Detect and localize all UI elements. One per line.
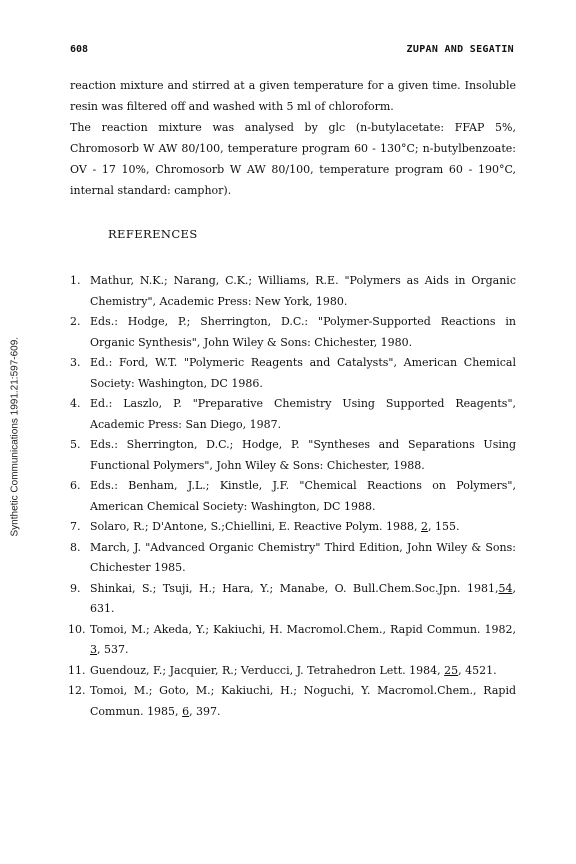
reference-volume: 25 (444, 663, 459, 677)
reference-number: 6. (70, 479, 81, 492)
reference-item-7 (70, 517, 516, 538)
reference-text: Eds.: Sherrington, D.C.; Hodge, P. "Syntheses and Separations Using Functional Polymers", John Wiley & Sons: Chichester, 1988. (90, 438, 516, 472)
reference-text: Ed.: Laszlo, P. "Preparative Chemistry Using Supported Reagents", Academic Press: San Diego, 1987. (90, 397, 516, 431)
reference-pages: , 397. (189, 704, 221, 718)
reference-pages: , 537. (97, 643, 129, 656)
reference-item-3 (70, 353, 516, 394)
reference-volume: 54 (498, 581, 513, 595)
reference-volume: 3 (90, 643, 97, 656)
reference-text (90, 520, 460, 533)
references-heading: REFERENCES (108, 227, 198, 241)
reference-item-11 (70, 661, 516, 682)
reference-number: 11. (68, 663, 86, 677)
side-citation-note: Synthetic Communications 1991.21:597-609. (9, 336, 21, 537)
references-list (70, 271, 516, 722)
reference-item-8 (70, 538, 516, 579)
reference-item-12 (70, 681, 516, 722)
reference-pages: , 155. (428, 520, 460, 533)
reference-text: Eds.: Hodge, P.; Sherrington, D.C.: "Polymer-Supported Reactions in Organic Synthesis", John Wiley & Sons: Chichester, 1980. (90, 315, 516, 349)
reference-text (90, 664, 497, 677)
reference-text (90, 623, 516, 657)
body-text (70, 75, 516, 201)
reference-text-main: Tomoi, M.; Goto, M.; Kakiuchi, H.; Noguchi, Y. Macromol.Chem., Rapid Commun. 1985, (90, 684, 516, 718)
reference-item-2 (70, 312, 516, 353)
page-number: 608 (70, 44, 89, 55)
reference-item-4 (70, 394, 516, 435)
reference-number: 10. (68, 622, 86, 636)
reference-text-main: Shinkai, S.; Tsuji, H.; Hara, Y.; Manabe, O. Bull.Chem.Soc.Jpn. 1981, (90, 581, 499, 595)
reference-text-main: Guendouz, F.; Jacquier, R.; Verducci, J. Tetrahedron Lett. 1984, (90, 663, 445, 677)
reference-number: 9. (70, 581, 81, 595)
reference-number: 3. (70, 356, 81, 369)
reference-text (90, 684, 516, 718)
reference-volume: 2 (421, 520, 429, 533)
reference-volume: 6 (182, 704, 190, 718)
reference-number: 7. (70, 520, 81, 533)
reference-text-main: Solaro, R.; D'Antone, S.;Chiellini, E. Reactive Polym. 1988, (90, 520, 422, 533)
reference-text: March, J. "Advanced Organic Chemistry" Third Edition, John Wiley & Sons: Chichester 1985. (90, 540, 516, 574)
reference-number: 5. (70, 438, 81, 451)
reference-number: 2. (70, 315, 81, 328)
reference-text: Mathur, N.K.; Narang, C.K.; Williams, R.E. "Polymers as Aids in Organic Chemistry", Academic Press: New York, 1980. (90, 274, 516, 308)
paragraph-procedure: reaction mixture and stirred at a given temperature for a given time. Insoluble resin was filtered off and washed with 5 ml of chloroform. (70, 79, 516, 113)
reference-item-10 (70, 620, 516, 661)
reference-item-6 (70, 476, 516, 517)
reference-text (90, 582, 516, 616)
reference-number: 12. (68, 684, 86, 697)
reference-number: 1. (70, 274, 81, 287)
reference-item-5 (70, 435, 516, 476)
reference-text: Eds.: Benham, J.L.; Kinstle, J.F. "Chemical Reactions on Polymers", American Chemical Society: Washington, DC 1988. (90, 479, 516, 513)
reference-text: Ed.: Ford, W.T. "Polymeric Reagents and Catalysts", American Chemical Society: Washington, DC 1986. (90, 356, 516, 390)
reference-item-1 (70, 271, 516, 312)
reference-item-9 (70, 579, 516, 620)
reference-number: 4. (70, 397, 81, 410)
reference-pages: , 631. (90, 581, 516, 615)
reference-text-main: Tomoi, M.; Akeda, Y.; Kakiuchi, H. Macromol.Chem., Rapid Commun. 1982, (90, 622, 516, 636)
running-head-authors: ZUPAN AND SEGATIN (406, 44, 514, 55)
reference-pages: , 4521. (458, 663, 497, 677)
reference-number: 8. (70, 540, 81, 554)
paragraph-analysis: The reaction mixture was analysed by glc (n-butylacetate: FFAP 5%, Chromosorb W AW 80/100, temperature program 60 - 130°C; n-butylbenzoate: OV - 17 10%, Chromosorb W AW 80/100, temperature program 60 - 190°C, internal standard: camphor). (70, 121, 516, 197)
